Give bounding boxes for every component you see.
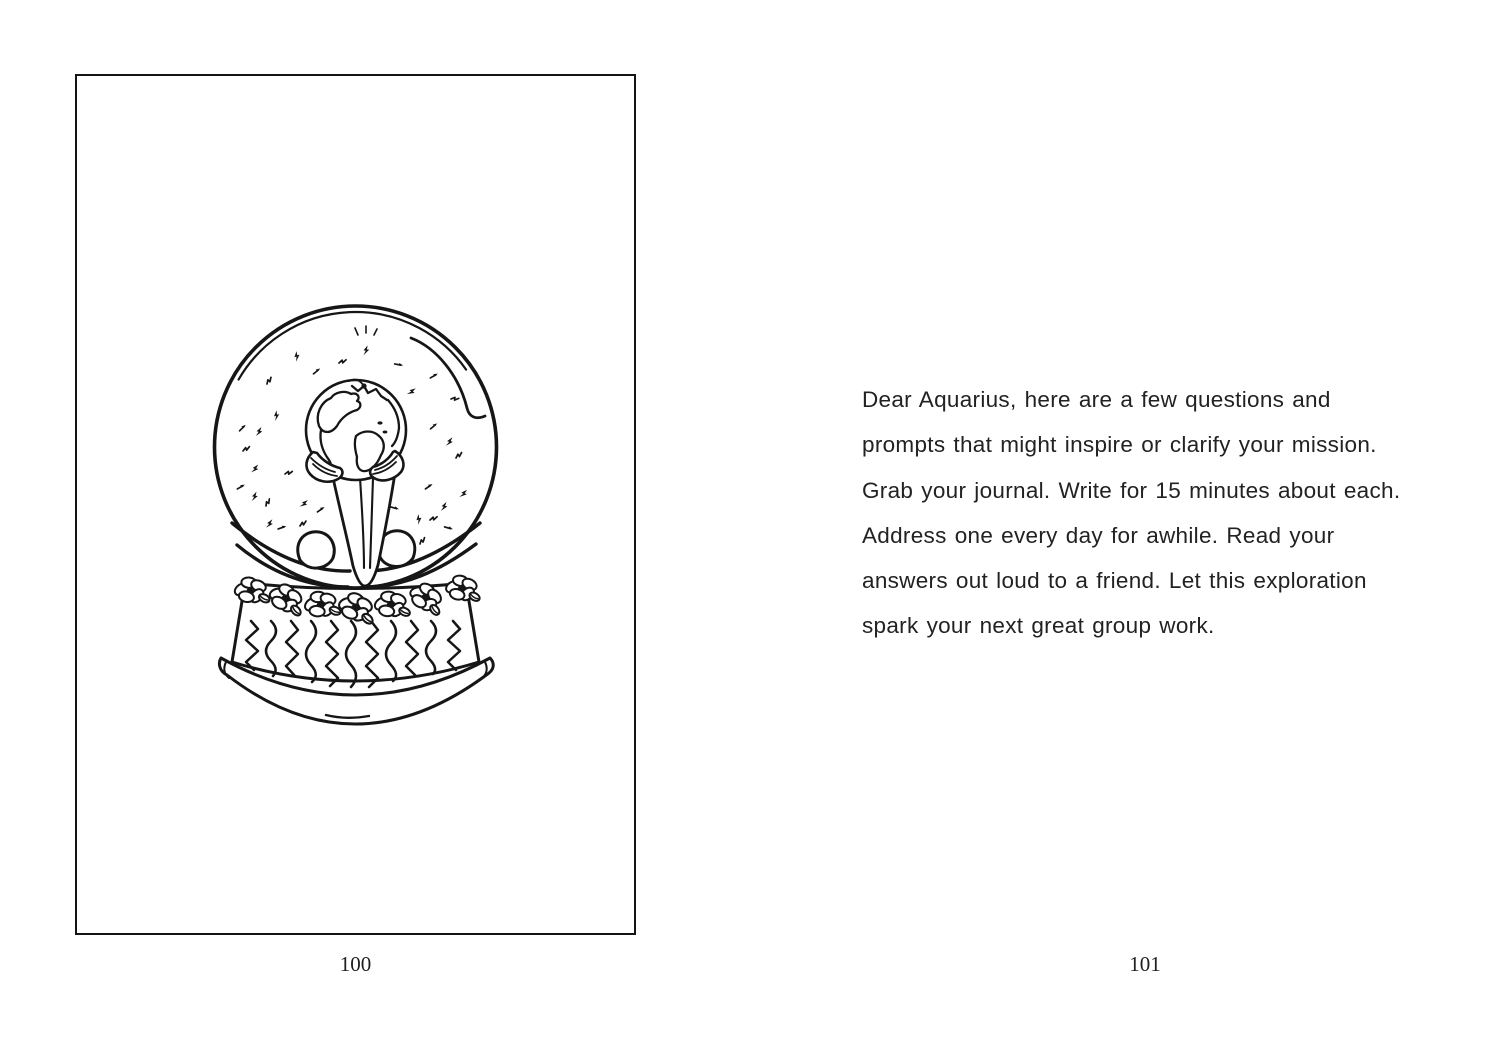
paragraph-line: Dear Aquarius, here are a few questions and	[862, 387, 1331, 412]
prompt-paragraph	[862, 377, 1462, 649]
illustration-frame	[75, 74, 636, 935]
page-number-right: 101	[1129, 952, 1161, 976]
snow-globe-illustration	[77, 76, 634, 933]
paragraph-line: prompts that might inspire or clarify your mission.	[862, 432, 1377, 458]
page-number-left: 100	[339, 952, 372, 976]
left-shoulder	[298, 532, 335, 568]
paragraph-line: spark your next great group work.	[862, 613, 1215, 639]
globe-base	[219, 572, 493, 724]
paragraph-line: Grab your journal. Write for 15 minutes about each.	[862, 477, 1401, 503]
paragraph-line: answers out loud to a friend. Let this exploration	[862, 568, 1367, 594]
paragraph-line: Address one every day for awhile. Read your	[862, 522, 1335, 548]
